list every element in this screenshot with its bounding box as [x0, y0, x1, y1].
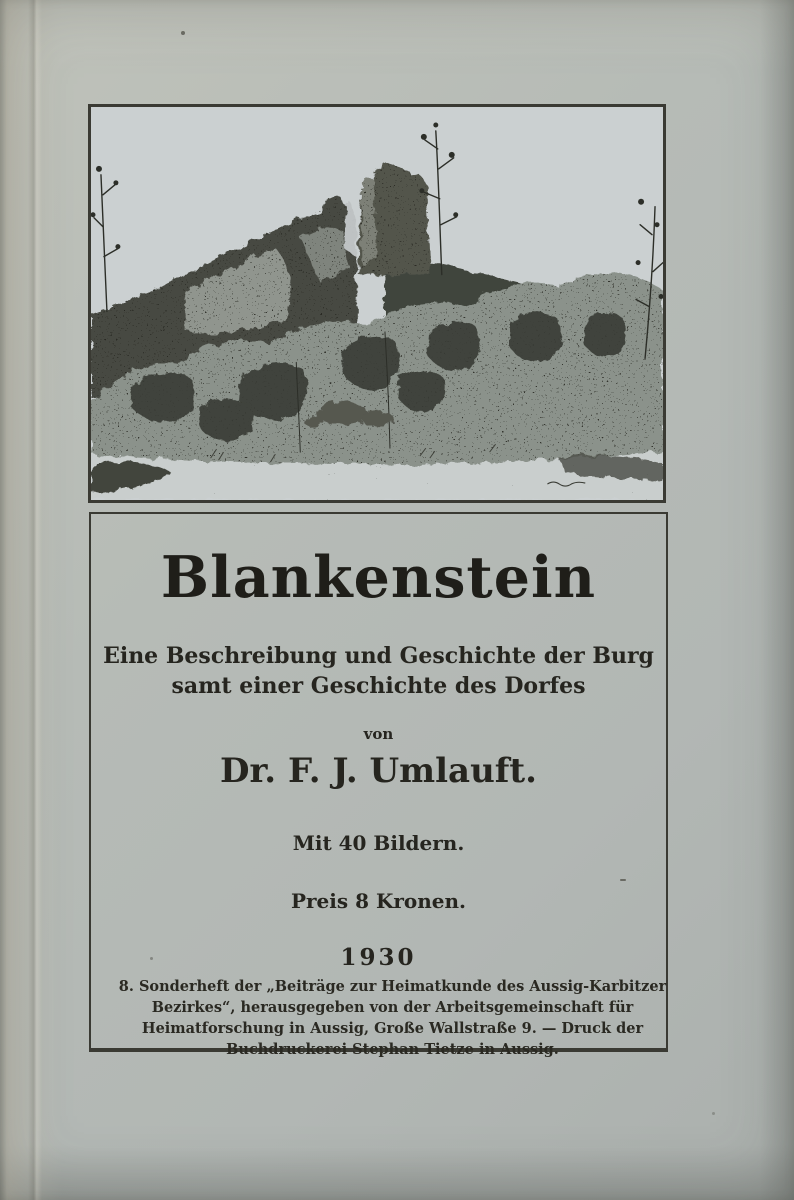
- author-name: Dr. F. J. Umlauft.: [220, 751, 537, 791]
- byline-label: von: [363, 725, 394, 743]
- book-subtitle: [91, 641, 666, 701]
- title-block-frame: [89, 512, 668, 1058]
- book-subtitle-line1: Eine Beschreibung und Geschichte der Burg: [103, 643, 654, 669]
- imprint: [91, 976, 694, 1060]
- imprint-line1: 8. Sonderheft der „Beiträge zur Heimatkunde des Aussig-Karbitzer Bezirkes“,: [118, 978, 667, 1016]
- cover-illustration: [91, 107, 663, 500]
- imprint-line2: herausgegeben von der Arbeitsgemeinschaft für Heimatforschung in Aussig,: [141, 999, 634, 1037]
- paper-crease: [28, 0, 42, 1200]
- illustrations-note: Mit 40 Bildern.: [292, 831, 465, 855]
- paper-speck: [181, 31, 185, 35]
- publication-year: 1930: [340, 944, 417, 971]
- book-subtitle-line2: samt einer Geschichte des Dorfes: [171, 673, 586, 699]
- cover-illustration-frame: [88, 104, 666, 503]
- imprint-line3: Große Wallstraße 9. — Druck der Buchdruckerei Stephan Tietze in Aussig.: [226, 1020, 644, 1058]
- paper-speck: [620, 879, 626, 881]
- paper-speck: [712, 1112, 715, 1115]
- paper-speck: [150, 957, 153, 960]
- book-title: Blankenstein: [160, 544, 597, 611]
- price-label: Preis 8 Kronen.: [290, 889, 467, 913]
